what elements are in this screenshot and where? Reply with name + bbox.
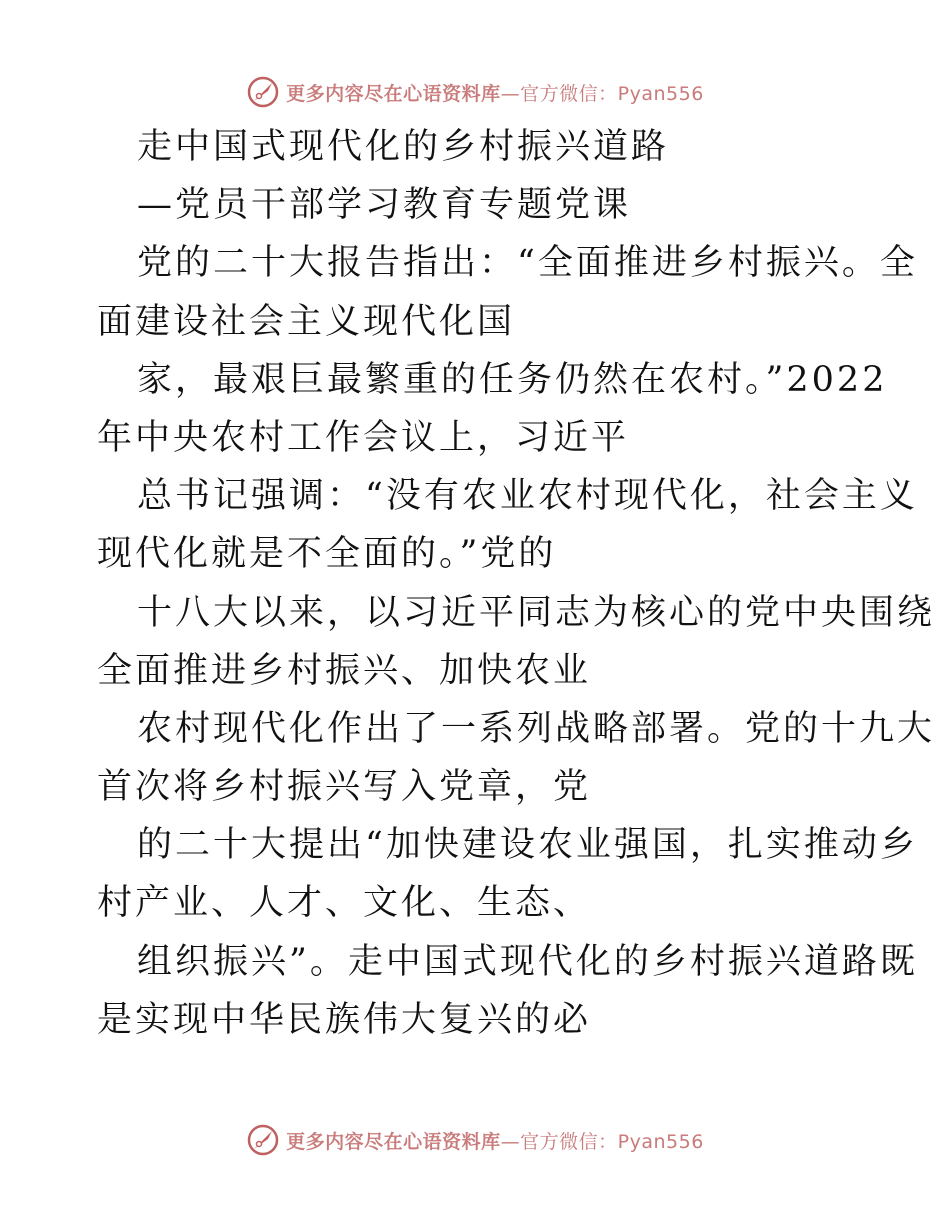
- paragraph-line: 是实现中华民族伟大复兴的必: [97, 999, 592, 1040]
- paragraph-line: 家，最艰巨最繁重的任务仍然在农村。”2022: [137, 359, 888, 400]
- quill-pen-logo-icon: [246, 1123, 280, 1157]
- paragraph-line: 村产业、人才、文化、生态、: [97, 883, 592, 924]
- paragraph-line: 面建设社会主义现代化国: [97, 301, 516, 342]
- paragraph-line: 全面推进乡村振兴、加快农业: [97, 650, 592, 691]
- quill-pen-logo-icon: [246, 75, 280, 109]
- watermark-text: 更多内容尽在心语资料库—官方微信：Pyan556: [286, 82, 704, 105]
- paragraph-line: 的二十大提出“加快建设农业强国，扎实推动乡: [137, 825, 918, 866]
- header-watermark: [0, 72, 950, 112]
- paragraph-line: 首次将乡村振兴写入党章，党: [97, 767, 592, 808]
- paragraph-line: 党的二十大报告指出：“全面推进乡村振兴。全: [137, 243, 918, 284]
- document-body: [97, 118, 936, 1049]
- paragraph-line: 农村现代化作出了一系列战略部署。党的十九大: [137, 708, 936, 749]
- paragraph-line: 现代化就是不全面的。”党的: [97, 534, 557, 575]
- paragraph-line: 组织振兴”。走中国式现代化的乡村振兴道路既: [137, 941, 918, 982]
- paragraph-line: 十八大以来，以习近平同志为核心的党中央围绕: [137, 592, 936, 633]
- document-subtitle: —党员干部学习教育专题党课: [137, 185, 632, 226]
- paragraph-line: 总书记强调：“没有农业农村现代化，社会主义: [137, 476, 918, 517]
- paragraph-line: 年中央农村工作会议上，习近平: [97, 417, 630, 458]
- watermark-text: 更多内容尽在心语资料库—官方微信：Pyan556: [286, 1130, 704, 1153]
- footer-watermark: [0, 1120, 950, 1160]
- document-title: 走中国式现代化的乡村振兴道路: [137, 127, 670, 167]
